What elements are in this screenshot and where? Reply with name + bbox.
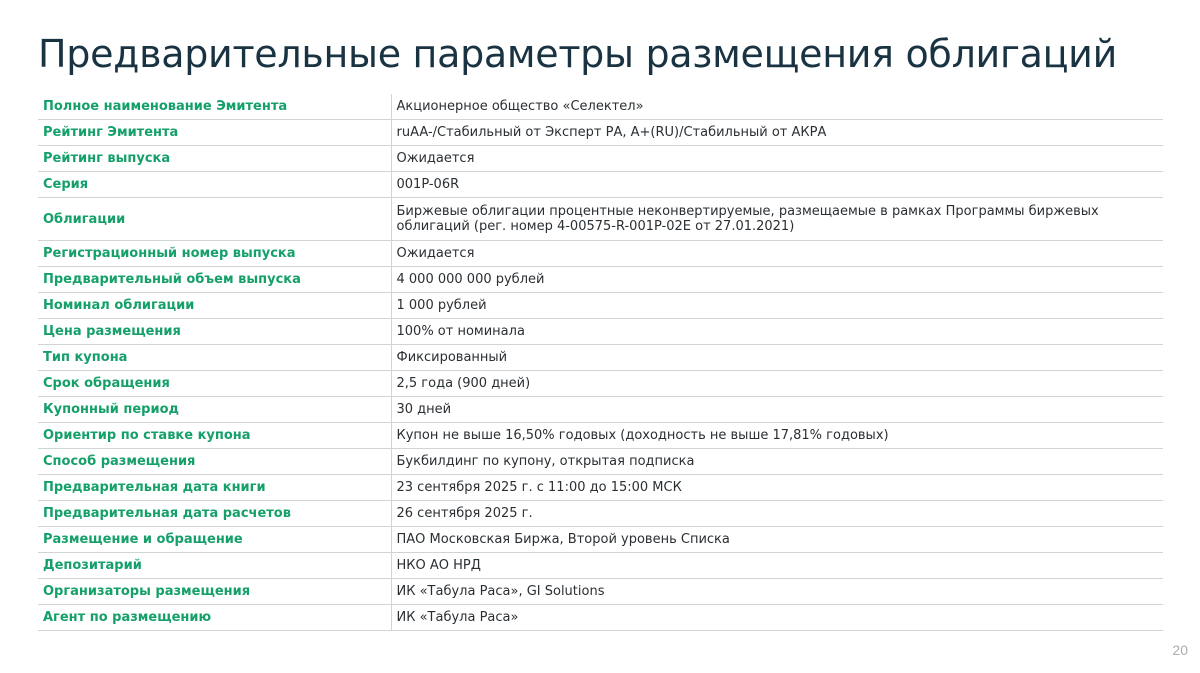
table-row	[38, 449, 1163, 475]
param-label: Агент по размещению	[38, 605, 391, 631]
table-row	[38, 605, 1163, 631]
param-label: Ориентир по ставке купона	[38, 423, 391, 449]
param-label: Серия	[38, 172, 391, 198]
param-label: Срок обращения	[38, 371, 391, 397]
param-label: Предварительная дата книги	[38, 475, 391, 501]
param-value: Биржевые облигации процентные неконвертируемые, размещаемые в рамках Программы биржевых облигаций (рег. номер 4-00575-R-001P-02E от 27.01.2021)	[391, 198, 1163, 241]
param-label: Номинал облигации	[38, 293, 391, 319]
table-row	[38, 423, 1163, 449]
param-value: 30 дней	[391, 397, 1163, 423]
bond-parameters-table	[38, 94, 1163, 631]
param-value: 23 сентября 2025 г. с 11:00 до 15:00 МСК	[391, 475, 1163, 501]
param-label: Депозитарий	[38, 553, 391, 579]
param-value: Ожидается	[391, 241, 1163, 267]
param-label: Купонный период	[38, 397, 391, 423]
param-label: Организаторы размещения	[38, 579, 391, 605]
param-value: Букбилдинг по купону, открытая подписка	[391, 449, 1163, 475]
table-row	[38, 241, 1163, 267]
param-value: ИК «Табула Раса»	[391, 605, 1163, 631]
param-label: Тип купона	[38, 345, 391, 371]
param-label: Полное наименование Эмитента	[38, 94, 391, 120]
table-row	[38, 345, 1163, 371]
table-row	[38, 371, 1163, 397]
page-title: Предварительные параметры размещения облигаций	[38, 32, 1117, 76]
param-label: Цена размещения	[38, 319, 391, 345]
table-row	[38, 397, 1163, 423]
table-row	[38, 319, 1163, 345]
param-label: Размещение и обращение	[38, 527, 391, 553]
param-value: ПАО Московская Биржа, Второй уровень Списка	[391, 527, 1163, 553]
param-value: Ожидается	[391, 146, 1163, 172]
param-label: Рейтинг Эмитента	[38, 120, 391, 146]
param-label: Рейтинг выпуска	[38, 146, 391, 172]
param-value: Фиксированный	[391, 345, 1163, 371]
param-value: 001P-06R	[391, 172, 1163, 198]
param-value: 2,5 года (900 дней)	[391, 371, 1163, 397]
table-row	[38, 579, 1163, 605]
param-value: ruAA-/Стабильный от Эксперт РА, A+(RU)/Стабильный от АКРА	[391, 120, 1163, 146]
param-label: Облигации	[38, 198, 391, 241]
param-value: 26 сентября 2025 г.	[391, 501, 1163, 527]
table-row	[38, 198, 1163, 241]
param-label: Предварительная дата расчетов	[38, 501, 391, 527]
table-row	[38, 94, 1163, 120]
param-label: Регистрационный номер выпуска	[38, 241, 391, 267]
param-value: 1 000 рублей	[391, 293, 1163, 319]
param-value: ИК «Табула Раса», GI Solutions	[391, 579, 1163, 605]
page-number: 20	[1172, 642, 1188, 658]
table-row	[38, 267, 1163, 293]
table-row	[38, 475, 1163, 501]
param-value: Акционерное общество «Селектел»	[391, 94, 1163, 120]
table-row	[38, 120, 1163, 146]
table-row	[38, 527, 1163, 553]
param-value: 4 000 000 000 рублей	[391, 267, 1163, 293]
param-value: НКО АО НРД	[391, 553, 1163, 579]
table-row	[38, 146, 1163, 172]
table-row	[38, 172, 1163, 198]
table-row	[38, 293, 1163, 319]
table-row	[38, 553, 1163, 579]
param-label: Способ размещения	[38, 449, 391, 475]
param-value: Купон не выше 16,50% годовых (доходность не выше 17,81% годовых)	[391, 423, 1163, 449]
param-label: Предварительный объем выпуска	[38, 267, 391, 293]
param-value: 100% от номинала	[391, 319, 1163, 345]
table-row	[38, 501, 1163, 527]
